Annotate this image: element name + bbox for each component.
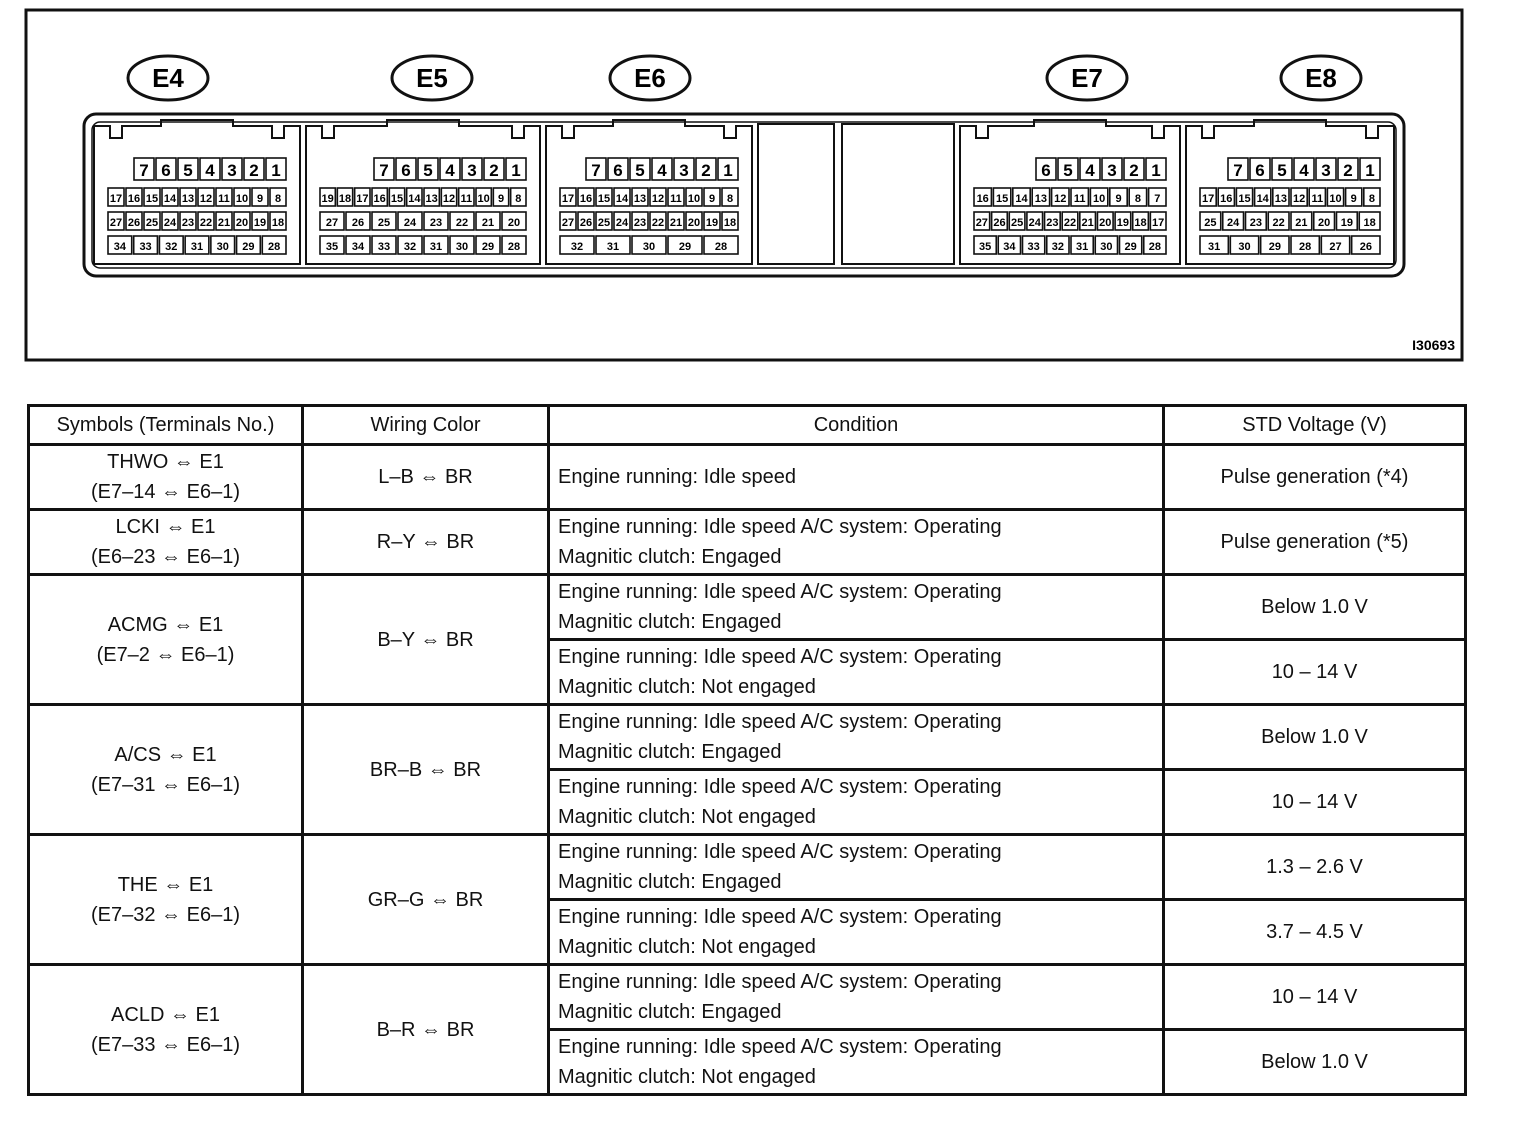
condition-line: Engine running: Idle speed A/C system: Operating [558, 711, 1002, 733]
terminal-number: 25 [597, 217, 611, 229]
terminal-number: 24 [615, 217, 629, 229]
terminal-number: 18 [271, 217, 285, 229]
terminals: (E7–2 ⇔ E6–1) [96, 643, 235, 666]
terminal-number: 22 [1063, 217, 1077, 229]
terminal-number: 7 [591, 161, 601, 180]
terminal-number: 26 [1359, 241, 1372, 253]
terminal-number: 19 [253, 217, 267, 229]
terminal-number: 11 [218, 193, 230, 205]
terminal-number: 33 [377, 241, 391, 253]
condition-line: Magnitic clutch: Not engaged [558, 1066, 816, 1088]
terminal-number: 21 [481, 217, 495, 229]
spec-table [27, 404, 1467, 1096]
connector-label: E5 [416, 63, 448, 93]
terminal-number: 27 [975, 217, 988, 229]
condition-line: Engine running: Idle speed A/C system: Operating [558, 906, 1002, 928]
symbol-cell [29, 965, 303, 1095]
terminal-number: 33 [139, 241, 152, 253]
terminals: (E7–32 ⇔ E6–1) [91, 903, 240, 926]
condition-line: Engine running: Idle speed A/C system: Operating [558, 516, 1002, 538]
terminal-number: 29 [678, 241, 692, 253]
condition-line: Magnitic clutch: Engaged [558, 1001, 782, 1023]
terminal-number: 4 [1085, 161, 1095, 180]
terminal-number: 15 [995, 193, 1009, 205]
terminal-number: 15 [1238, 193, 1251, 205]
terminal-number: 25 [1204, 217, 1217, 229]
condition-cell [549, 965, 1164, 1030]
terminal-number: 25 [145, 217, 159, 229]
terminal-number: 17 [1152, 217, 1165, 229]
terminal-number: 5 [423, 161, 433, 180]
wiring-color: BR–B ⇔ BR [303, 705, 549, 835]
wiring-color: R–Y ⇔ BR [303, 510, 549, 575]
condition-line: Engine running: Idle speed [558, 466, 796, 488]
std-voltage: Below 1.0 V [1164, 575, 1466, 640]
table-row [29, 510, 1466, 575]
blank-block-right [842, 124, 954, 264]
terminal-number: 23 [1046, 217, 1059, 229]
terminal-number: 9 [256, 193, 264, 205]
header-std-voltage: STD Voltage (V) [1164, 406, 1466, 445]
terminal-number: 26 [127, 217, 141, 229]
std-voltage: Pulse generation (*4) [1164, 445, 1466, 510]
std-voltage: 10 – 14 V [1164, 640, 1466, 705]
symbol-cell [29, 835, 303, 965]
table-row [29, 575, 1466, 640]
table-row [29, 705, 1466, 770]
terminal-number: 22 [651, 217, 665, 229]
std-voltage: 10 – 14 V [1164, 770, 1466, 835]
terminal-number: 23 [1249, 217, 1262, 229]
symbol: A/CS ⇔ E1 [114, 743, 217, 766]
condition-line: Magnitic clutch: Not engaged [558, 936, 816, 958]
terminal-number: 21 [1081, 217, 1094, 229]
terminal-number: 2 [249, 161, 259, 180]
terminal-number: 27 [109, 217, 123, 229]
terminal-number: 3 [467, 161, 477, 180]
terminal-number: 35 [325, 241, 339, 253]
terminal-number: 20 [1099, 217, 1112, 229]
terminal-number: 16 [1220, 193, 1233, 205]
terminal-number: 19 [321, 193, 334, 205]
table-row [29, 445, 1466, 510]
terminal-number: 11 [460, 193, 473, 205]
condition-cell [549, 640, 1164, 705]
terminal-number: 21 [669, 217, 683, 229]
terminal-number: 5 [183, 161, 193, 180]
header-condition: Condition [549, 406, 1164, 445]
wiring-color: GR–G ⇔ BR [303, 835, 549, 965]
table-row [29, 835, 1466, 900]
terminal-number: 11 [670, 193, 682, 205]
terminal-number: 13 [1034, 193, 1048, 205]
terminal-number: 11 [1073, 193, 1086, 205]
condition-line: Magnitic clutch: Engaged [558, 546, 782, 568]
figure-id: I30693 [1412, 337, 1455, 353]
terminal-number: 6 [401, 161, 411, 180]
terminal-number: 20 [235, 217, 249, 229]
terminal-number: 27 [325, 217, 339, 229]
wiring-color: L–B ⇔ BR [303, 445, 549, 510]
terminal-number: 2 [701, 161, 711, 180]
terminal-number: 8 [515, 193, 522, 205]
symbol: THWO ⇔ E1 [107, 451, 224, 473]
terminal-number: 6 [613, 161, 623, 180]
terminal-number: 30 [1238, 241, 1251, 253]
symbol: ACMG ⇔ E1 [107, 613, 224, 636]
terminal-number: 16 [373, 193, 386, 205]
terminal-number: 25 [1010, 217, 1024, 229]
terminal-number: 6 [1255, 161, 1265, 180]
terminal-number: 18 [1134, 217, 1147, 229]
terminals: (E7–31 ⇔ E6–1) [91, 773, 240, 796]
symbol: THE ⇔ E1 [117, 873, 214, 896]
connector-label: E8 [1305, 63, 1337, 93]
condition-cell [549, 900, 1164, 965]
connector-block [306, 120, 540, 264]
diagram-frame [26, 10, 1462, 360]
terminal-number: 4 [1299, 161, 1309, 180]
terminal-number: 31 [1076, 241, 1089, 253]
terminal-number: 1 [511, 161, 521, 180]
condition-line: Engine running: Idle speed A/C system: Operating [558, 646, 1002, 668]
terminal-number: 16 [976, 193, 989, 205]
connector-diagram-svg [0, 0, 1520, 370]
std-voltage: Below 1.0 V [1164, 1030, 1466, 1095]
terminal-number: 30 [1100, 241, 1113, 253]
terminal-number: 3 [227, 161, 237, 180]
terminal-number: 14 [408, 193, 421, 205]
terminal-number: 29 [1124, 241, 1137, 253]
terminal-number: 12 [651, 193, 665, 205]
terminal-number: 20 [507, 217, 521, 229]
terminal-number: 16 [579, 193, 593, 205]
terminal-number: 15 [597, 193, 611, 205]
condition-line: Engine running: Idle speed A/C system: Operating [558, 841, 1002, 863]
terminal-number: 13 [425, 193, 438, 205]
terminal-number: 15 [390, 193, 404, 205]
terminal-number: 31 [190, 241, 204, 253]
terminal-number: 7 [1233, 161, 1243, 180]
terminal-number: 28 [714, 241, 728, 253]
terminal-number: 9 [1115, 193, 1122, 205]
symbol-cell [29, 510, 303, 575]
terminal-number: 28 [507, 241, 521, 253]
terminal-number: 28 [1148, 241, 1161, 253]
condition-line: Engine running: Idle speed A/C system: Operating [558, 581, 1002, 603]
condition-cell [549, 770, 1164, 835]
terminal-number: 21 [217, 217, 231, 229]
terminal-number: 24 [1227, 217, 1240, 229]
terminal-number: 31 [1208, 241, 1221, 253]
terminal-number: 10 [1092, 193, 1106, 205]
condition-line: Engine running: Idle speed A/C system: Operating [558, 1036, 1002, 1058]
condition-line: Magnitic clutch: Engaged [558, 871, 782, 893]
terminal-number: 20 [687, 217, 701, 229]
terminal-number: 3 [679, 161, 689, 180]
terminal-number: 2 [1343, 161, 1353, 180]
condition-cell [549, 1030, 1164, 1095]
terminal-number: 5 [635, 161, 645, 180]
terminal-number: 14 [1256, 193, 1269, 205]
connector-e8 [1186, 56, 1394, 264]
symbol-cell [29, 575, 303, 705]
terminal-number: 29 [242, 241, 255, 253]
terminal-number: 31 [429, 241, 443, 253]
terminal-number: 35 [979, 241, 992, 253]
terminal-number: 2 [1129, 161, 1139, 180]
terminal-number: 10 [477, 193, 490, 205]
terminal-number: 24 [163, 217, 177, 229]
terminal-number: 9 [497, 193, 505, 205]
symbol-cell [29, 705, 303, 835]
symbol: LCKI ⇔ E1 [115, 516, 216, 538]
terminal-number: 7 [1154, 193, 1161, 205]
terminal-number: 4 [445, 161, 455, 180]
condition-line: Magnitic clutch: Not engaged [558, 676, 816, 698]
terminal-number: 19 [705, 217, 719, 229]
terminal-number: 18 [723, 217, 737, 229]
terminal-number: 7 [139, 161, 149, 180]
terminal-number: 32 [1051, 241, 1064, 253]
terminal-number: 34 [351, 241, 365, 253]
terminal-number: 26 [351, 217, 365, 229]
terminal-number: 18 [338, 193, 352, 205]
terminal-number: 6 [1041, 161, 1051, 180]
terminal-number: 1 [1151, 161, 1161, 180]
terminal-number: 8 [1134, 193, 1141, 205]
terminal-number: 10 [1329, 193, 1342, 205]
terminals: (E7–33 ⇔ E6–1) [91, 1033, 240, 1056]
terminal-number: 23 [429, 217, 443, 229]
blank-block-left [758, 124, 834, 264]
table-header-row [29, 406, 1466, 445]
terminal-number: 28 [1299, 241, 1312, 253]
terminal-number: 24 [403, 217, 417, 229]
std-voltage: Pulse generation (*5) [1164, 510, 1466, 575]
terminal-number: 17 [109, 193, 123, 205]
terminal-number: 28 [268, 241, 281, 253]
terminal-number: 30 [455, 241, 469, 253]
terminal-number: 26 [993, 217, 1006, 229]
terminal-number: 12 [1054, 193, 1067, 205]
terminal-number: 27 [561, 217, 575, 229]
terminal-number: 8 [274, 193, 282, 205]
terminal-number: 20 [1318, 217, 1331, 229]
header-wiring-color: Wiring Color [303, 406, 549, 445]
terminal-number: 1 [723, 161, 733, 180]
terminal-number: 1 [271, 161, 281, 180]
condition-cell [549, 445, 1164, 510]
condition-line: Magnitic clutch: Engaged [558, 611, 782, 633]
terminal-number: 5 [1277, 161, 1287, 180]
terminals: (E6–23 ⇔ E6–1) [91, 546, 240, 568]
terminal-number: 10 [235, 193, 249, 205]
condition-cell [549, 510, 1164, 575]
connector-label: E6 [634, 63, 666, 93]
table-row [29, 965, 1466, 1030]
terminal-number: 23 [633, 217, 647, 229]
std-voltage: 3.7 – 4.5 V [1164, 900, 1466, 965]
condition-line: Engine running: Idle speed A/C system: Operating [558, 776, 1002, 798]
terminal-number: 23 [181, 217, 195, 229]
condition-cell [549, 835, 1164, 900]
terminal-number: 22 [1272, 217, 1285, 229]
terminal-number: 27 [1329, 241, 1342, 253]
terminal-number: 34 [113, 241, 126, 253]
connector-e7 [960, 56, 1180, 264]
terminal-number: 17 [1201, 193, 1215, 205]
std-voltage: 10 – 14 V [1164, 965, 1466, 1030]
terminal-number: 8 [1368, 193, 1375, 205]
terminal-number: 1 [1365, 161, 1375, 180]
terminal-number: 32 [570, 241, 584, 253]
terminal-number: 13 [1274, 193, 1288, 205]
connector-label: E7 [1071, 63, 1103, 93]
terminal-number: 4 [657, 161, 667, 180]
terminal-number: 3 [1107, 161, 1117, 180]
terminal-number: 9 [1350, 193, 1357, 205]
condition-line: Magnitic clutch: Engaged [558, 741, 782, 763]
terminal-number: 19 [1340, 217, 1353, 229]
terminal-number: 10 [687, 193, 701, 205]
terminal-number: 13 [633, 193, 647, 205]
terminal-number: 12 [442, 193, 456, 205]
condition-cell [549, 705, 1164, 770]
condition-line: Engine running: Idle speed A/C system: Operating [558, 971, 1002, 993]
terminal-number: 33 [1027, 241, 1040, 253]
terminal-number: 8 [726, 193, 734, 205]
terminal-number: 14 [615, 193, 629, 205]
connector-label: E4 [152, 63, 184, 93]
terminal-number: 4 [205, 161, 215, 180]
terminal-number: 22 [455, 217, 469, 229]
connector-e4 [94, 56, 300, 264]
terminal-number: 34 [1003, 241, 1016, 253]
terminal-number: 17 [356, 193, 369, 205]
terminal-number: 26 [579, 217, 593, 229]
terminal-number: 13 [181, 193, 195, 205]
terminal-number: 14 [163, 193, 177, 205]
terminal-number: 30 [216, 241, 229, 253]
terminal-number: 7 [379, 161, 389, 180]
terminal-number: 3 [1321, 161, 1331, 180]
terminal-number: 2 [489, 161, 499, 180]
terminal-number: 29 [1268, 241, 1281, 253]
terminal-number: 32 [165, 241, 178, 253]
terminals: (E7–14 ⇔ E6–1) [91, 481, 240, 503]
connector-diagram [0, 0, 1520, 370]
terminal-number: 30 [642, 241, 656, 253]
terminal-number: 18 [1363, 217, 1376, 229]
terminal-number: 24 [1028, 217, 1041, 229]
condition-cell [549, 575, 1164, 640]
terminal-number: 31 [606, 241, 620, 253]
terminal-number: 16 [127, 193, 141, 205]
terminal-number: 5 [1063, 161, 1073, 180]
terminal-number: 22 [199, 217, 213, 229]
std-voltage: Below 1.0 V [1164, 705, 1466, 770]
wiring-color: B–R ⇔ BR [303, 965, 549, 1095]
terminal-number: 6 [161, 161, 171, 180]
terminal-number: 9 [708, 193, 716, 205]
symbol: ACLD ⇔ E1 [111, 1003, 220, 1026]
condition-line: Magnitic clutch: Not engaged [558, 806, 816, 828]
header-symbols: Symbols (Terminals No.) [29, 406, 303, 445]
terminal-number: 21 [1295, 217, 1308, 229]
connector-e5 [306, 56, 540, 264]
terminal-number: 32 [403, 241, 417, 253]
terminal-number: 15 [145, 193, 159, 205]
terminal-number: 14 [1015, 193, 1028, 205]
std-voltage: 1.3 – 2.6 V [1164, 835, 1466, 900]
terminal-number: 11 [1311, 193, 1324, 205]
symbol-cell [29, 445, 303, 510]
wiring-color: B–Y ⇔ BR [303, 575, 549, 705]
terminal-number: 12 [1292, 193, 1306, 205]
terminal-number: 25 [377, 217, 391, 229]
terminal-number: 29 [481, 241, 495, 253]
terminal-number: 19 [1116, 217, 1130, 229]
terminal-number: 12 [199, 193, 213, 205]
connector-e6 [546, 56, 752, 264]
terminal-number: 17 [561, 193, 575, 205]
